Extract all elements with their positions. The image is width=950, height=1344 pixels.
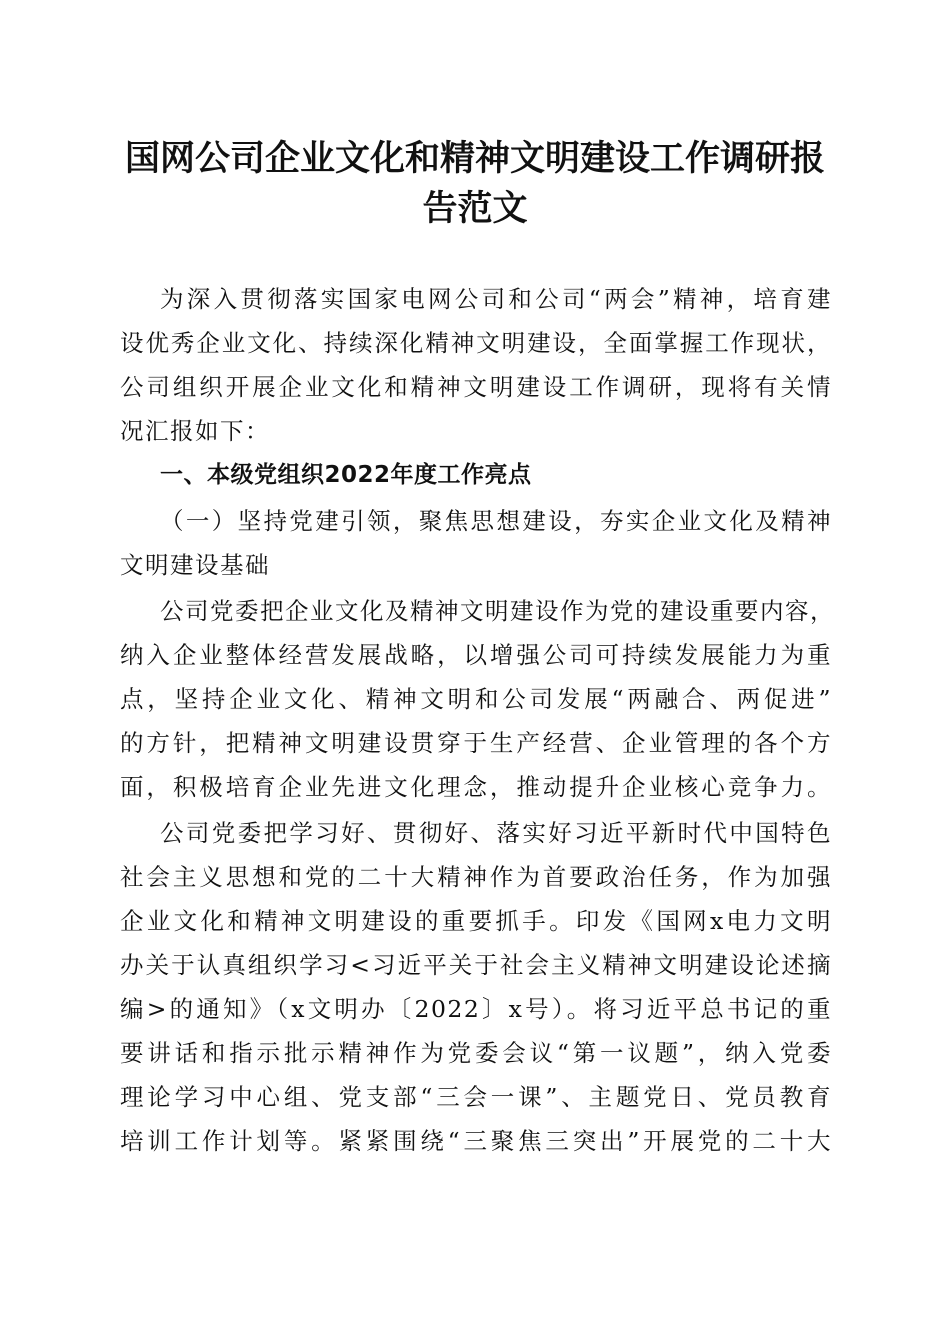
- section-heading: 一、本级党组织2022年度工作亮点: [160, 462, 532, 488]
- subsection-heading-line: 文明建设基础: [120, 551, 270, 579]
- body-line: 面，积极培育企业先进文化理念，推动提升企业核心竞争力。: [120, 773, 832, 801]
- body-line: 公司组织开展企业文化和精神文明建设工作调研，现将有关情: [120, 373, 832, 401]
- body-line: 况汇报如下：: [120, 417, 270, 445]
- document-title-line-2: 告范文: [422, 188, 528, 229]
- body-line: 培训工作计划等。紧紧围绕“三聚焦三突出”开展党的二十大: [120, 1127, 832, 1155]
- body-line: 企业文化和精神文明建设的重要抓手。印发《国网x电力文明: [120, 907, 832, 935]
- body-line: 社会主义思想和党的二十大精神作为首要政治任务，作为加强: [120, 863, 832, 891]
- body-line: 要讲话和指示批示精神作为党委会议“第一议题”，纳入党委: [120, 1039, 832, 1067]
- body-line: 编>的通知》（x文明办〔2022〕x号）。将习近平总书记的重: [120, 995, 832, 1023]
- body-line: 为深入贯彻落实国家电网公司和公司“两会”精神，培育建: [160, 285, 832, 313]
- body-line: 的方针，把精神文明建设贯穿于生产经营、企业管理的各个方: [120, 729, 832, 757]
- body-line: 公司党委把企业文化及精神文明建设作为党的建设重要内容，: [160, 597, 835, 625]
- body-line: 办关于认真组织学习<习近平关于社会主义精神文明建设论述摘: [120, 951, 832, 979]
- subsection-heading-line: （一）坚持党建引领，聚焦思想建设，夯实企业文化及精神: [160, 507, 832, 535]
- body-line: 理论学习中心组、党支部“三会一课”、主题党日、党员教育: [120, 1083, 832, 1111]
- body-line: 纳入企业整体经营发展战略，以增强公司可持续发展能力为重: [120, 641, 832, 669]
- body-line: 公司党委把学习好、贯彻好、落实好习近平新时代中国特色: [160, 819, 832, 847]
- body-line: 设优秀企业文化、持续深化精神文明建设，全面掌握工作现状，: [120, 329, 832, 357]
- document-title-line-1: 国网公司企业文化和精神文明建设工作调研报: [124, 138, 825, 179]
- body-line: 点，坚持企业文化、精神文明和公司发展“两融合、两促进”: [120, 685, 832, 713]
